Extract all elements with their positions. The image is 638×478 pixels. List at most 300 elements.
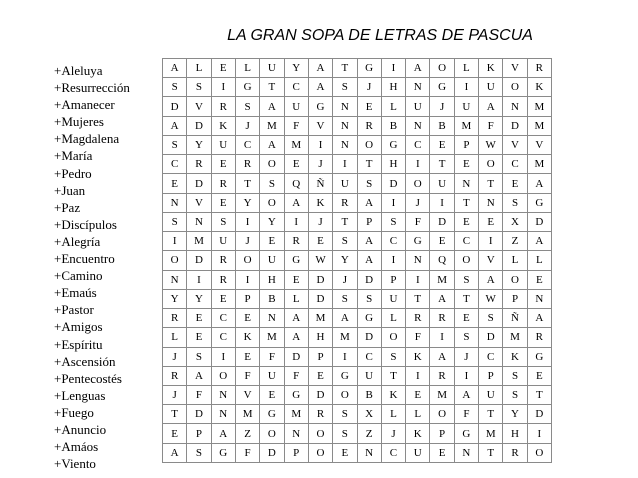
grid-cell: S (454, 270, 478, 289)
grid-cell: L (381, 405, 405, 424)
grid-cell: I (430, 328, 454, 347)
grid-cell: R (211, 97, 235, 116)
grid-cell: J (308, 212, 332, 231)
grid-cell: R (527, 59, 551, 78)
grid-cell: E (406, 385, 430, 404)
grid-cell: Y (163, 289, 187, 308)
grid-cell: G (284, 251, 308, 270)
grid-cell: N (333, 116, 357, 135)
grid-cell: B (357, 385, 381, 404)
grid-cell: T (454, 289, 478, 308)
grid-row (163, 309, 552, 328)
grid-cell: Q (284, 174, 308, 193)
word-list-item: +Paz (54, 199, 81, 215)
grid-cell: K (211, 116, 235, 135)
grid-cell: P (308, 347, 332, 366)
grid-cell: S (333, 232, 357, 251)
grid-cell: T (454, 193, 478, 212)
grid-row (163, 193, 552, 212)
grid-cell: I (235, 270, 259, 289)
grid-cell: E (284, 270, 308, 289)
grid-cell: S (187, 78, 211, 97)
grid-cell: J (381, 424, 405, 443)
grid-cell: L (284, 289, 308, 308)
word-list-item: +Pentecostés (54, 370, 122, 386)
grid-cell: I (381, 193, 405, 212)
grid-cell: U (406, 443, 430, 462)
grid-cell: A (357, 251, 381, 270)
grid-cell: D (479, 328, 503, 347)
grid-cell: N (211, 405, 235, 424)
grid-cell: T (479, 405, 503, 424)
word-list-item: +Encuentro (54, 251, 115, 267)
grid-cell: U (211, 232, 235, 251)
grid-cell: T (479, 443, 503, 462)
grid-cell: D (187, 116, 211, 135)
grid-cell: J (406, 193, 430, 212)
grid-cell: G (527, 193, 551, 212)
grid-cell: D (381, 174, 405, 193)
grid-cell: R (284, 232, 308, 251)
grid-cell: J (163, 347, 187, 366)
grid-cell: M (333, 328, 357, 347)
grid-row (163, 328, 552, 347)
grid-cell: Y (503, 405, 527, 424)
grid-cell: M (454, 116, 478, 135)
grid-cell: V (479, 251, 503, 270)
grid-cell: R (406, 309, 430, 328)
grid-cell: Y (284, 59, 308, 78)
grid-cell: I (333, 155, 357, 174)
word-list-item: +Lenguas (54, 387, 106, 403)
word-list-item: +Discípulos (54, 216, 117, 232)
grid-cell: P (454, 135, 478, 154)
word-list (54, 62, 130, 472)
grid-cell: D (308, 270, 332, 289)
grid-cell: A (211, 424, 235, 443)
word-list-item: +Juan (54, 182, 86, 198)
grid-cell: S (479, 309, 503, 328)
grid-row (163, 424, 552, 443)
grid-cell: S (333, 405, 357, 424)
grid-row (163, 78, 552, 97)
grid-cell: N (454, 174, 478, 193)
grid-cell: F (187, 385, 211, 404)
grid-cell: R (187, 155, 211, 174)
word-list-item: +Magdalena (54, 131, 120, 147)
grid-cell: A (406, 59, 430, 78)
grid-cell: G (527, 347, 551, 366)
grid-cell: U (333, 174, 357, 193)
grid-cell: E (260, 232, 284, 251)
grid-cell: C (503, 155, 527, 174)
grid-cell: O (430, 59, 454, 78)
grid-cell: O (260, 155, 284, 174)
grid-cell: T (163, 405, 187, 424)
word-list-item: +Resurrección (54, 80, 130, 96)
word-list-item: +Pastor (54, 302, 94, 318)
grid-cell: U (430, 174, 454, 193)
grid-cell: Y (333, 251, 357, 270)
grid-cell: S (357, 174, 381, 193)
grid-cell: U (260, 366, 284, 385)
grid-cell: G (430, 78, 454, 97)
grid-cell: C (284, 78, 308, 97)
grid-cell: D (308, 385, 332, 404)
grid-cell: E (260, 385, 284, 404)
grid-cell: H (260, 270, 284, 289)
grid-cell: E (163, 424, 187, 443)
grid-cell: V (308, 116, 332, 135)
grid-cell: O (211, 366, 235, 385)
grid-cell: E (235, 347, 259, 366)
grid-cell: E (503, 174, 527, 193)
grid-cell: R (430, 366, 454, 385)
grid-cell: A (333, 309, 357, 328)
grid-cell: E (527, 366, 551, 385)
grid-cell: O (454, 251, 478, 270)
grid-cell: Ñ (503, 309, 527, 328)
grid-cell: J (163, 385, 187, 404)
grid-cell: K (503, 347, 527, 366)
grid-cell: U (454, 97, 478, 116)
grid-cell: I (308, 135, 332, 154)
grid-cell: C (211, 309, 235, 328)
grid-cell: J (333, 270, 357, 289)
grid-cell: A (527, 232, 551, 251)
grid-row (163, 59, 552, 78)
grid-cell: C (406, 135, 430, 154)
grid-row (163, 443, 552, 462)
grid-cell: A (454, 385, 478, 404)
grid-cell: K (381, 385, 405, 404)
grid-cell: H (381, 78, 405, 97)
grid-cell: M (308, 309, 332, 328)
grid-cell: R (430, 309, 454, 328)
grid-cell: G (333, 366, 357, 385)
grid-cell: S (235, 97, 259, 116)
grid-cell: N (527, 289, 551, 308)
grid-cell: N (357, 443, 381, 462)
grid-row (163, 251, 552, 270)
grid-cell: O (235, 251, 259, 270)
grid-cell: P (187, 424, 211, 443)
grid-cell: S (333, 78, 357, 97)
grid-cell: O (406, 174, 430, 193)
grid-cell: F (284, 116, 308, 135)
grid-cell: L (381, 97, 405, 116)
grid-cell: A (479, 97, 503, 116)
grid-cell: E (308, 232, 332, 251)
grid-cell: O (503, 270, 527, 289)
grid-cell: P (284, 443, 308, 462)
grid-cell: A (357, 193, 381, 212)
grid-cell: V (503, 135, 527, 154)
grid-cell: T (235, 174, 259, 193)
word-list-item: +Amigos (54, 319, 103, 335)
grid-cell: I (527, 424, 551, 443)
grid-cell: I (187, 270, 211, 289)
word-list-item: +Emaús (54, 285, 97, 301)
grid-cell: D (430, 212, 454, 231)
grid-cell: D (187, 251, 211, 270)
grid-row (163, 347, 552, 366)
letter-grid (162, 58, 552, 463)
grid-cell: A (308, 59, 332, 78)
grid-cell: E (357, 97, 381, 116)
grid-cell: S (260, 174, 284, 193)
grid-cell: G (211, 443, 235, 462)
grid-cell: F (479, 116, 503, 135)
grid-cell: A (357, 232, 381, 251)
grid-cell: M (284, 135, 308, 154)
word-list-item: +Ascensión (54, 353, 116, 369)
grid-cell: A (284, 328, 308, 347)
grid-cell: T (333, 59, 357, 78)
grid-cell: T (527, 385, 551, 404)
grid-cell: N (406, 78, 430, 97)
grid-cell: E (430, 135, 454, 154)
grid-cell: M (235, 405, 259, 424)
grid-cell: R (308, 405, 332, 424)
grid-cell: B (430, 116, 454, 135)
grid-cell: S (503, 366, 527, 385)
grid-cell: N (406, 251, 430, 270)
grid-cell: N (406, 116, 430, 135)
grid-cell: D (357, 328, 381, 347)
grid-cell: O (260, 193, 284, 212)
grid-cell: Y (260, 212, 284, 231)
grid-cell: O (430, 405, 454, 424)
grid-cell: G (381, 135, 405, 154)
grid-cell: Y (187, 135, 211, 154)
grid-cell: S (163, 135, 187, 154)
grid-cell: K (406, 424, 430, 443)
grid-cell: E (454, 212, 478, 231)
grid-cell: J (235, 232, 259, 251)
grid-cell: O (357, 135, 381, 154)
grid-cell: J (454, 347, 478, 366)
grid-cell: I (381, 59, 405, 78)
grid-cell: L (235, 59, 259, 78)
grid-cell: N (333, 135, 357, 154)
grid-cell: S (187, 347, 211, 366)
grid-cell: C (381, 232, 405, 251)
grid-row (163, 289, 552, 308)
grid-row (163, 97, 552, 116)
grid-cell: I (211, 78, 235, 97)
grid-cell: S (211, 212, 235, 231)
grid-cell: Q (430, 251, 454, 270)
grid-cell: F (406, 212, 430, 231)
grid-cell: C (479, 347, 503, 366)
grid-cell: P (381, 270, 405, 289)
grid-cell: U (381, 289, 405, 308)
grid-cell: G (357, 309, 381, 328)
grid-cell: O (333, 385, 357, 404)
grid-cell: O (479, 155, 503, 174)
grid-cell: U (284, 97, 308, 116)
grid-cell: I (333, 347, 357, 366)
grid-cell: M (527, 116, 551, 135)
grid-cell: N (163, 193, 187, 212)
word-list-item: +Alegría (54, 233, 101, 249)
grid-cell: P (479, 366, 503, 385)
grid-cell: M (430, 270, 454, 289)
grid-cell: S (163, 78, 187, 97)
grid-row (163, 232, 552, 251)
grid-cell: Y (235, 193, 259, 212)
grid-cell: N (187, 212, 211, 231)
grid-cell: B (260, 289, 284, 308)
grid-cell: A (163, 59, 187, 78)
grid-cell: D (527, 405, 551, 424)
grid-row (163, 366, 552, 385)
word-list-item: +Espíritu (54, 336, 103, 352)
grid-cell: C (357, 347, 381, 366)
grid-cell: S (333, 289, 357, 308)
grid-row (163, 385, 552, 404)
word-list-item: +Camino (54, 268, 103, 284)
grid-cell: J (308, 155, 332, 174)
grid-cell: O (381, 328, 405, 347)
grid-cell: I (406, 155, 430, 174)
grid-cell: R (503, 443, 527, 462)
grid-cell: L (503, 251, 527, 270)
grid-cell: T (430, 155, 454, 174)
grid-cell: S (163, 212, 187, 231)
grid-cell: C (381, 443, 405, 462)
grid-row (163, 270, 552, 289)
grid-cell: V (503, 59, 527, 78)
grid-cell: S (503, 385, 527, 404)
grid-cell: V (235, 385, 259, 404)
grid-cell: I (430, 193, 454, 212)
grid-cell: R (357, 116, 381, 135)
grid-cell: D (187, 174, 211, 193)
grid-cell: Z (235, 424, 259, 443)
grid-cell: U (479, 78, 503, 97)
word-list-item: +Pedro (54, 165, 92, 181)
grid-cell: A (527, 174, 551, 193)
grid-cell: N (333, 97, 357, 116)
word-list-item: +Amáos (54, 439, 99, 455)
grid-cell: B (381, 116, 405, 135)
grid-cell: I (406, 270, 430, 289)
grid-cell: P (430, 424, 454, 443)
grid-cell: O (308, 424, 332, 443)
grid-cell: M (430, 385, 454, 404)
grid-row (163, 174, 552, 193)
grid-cell: L (381, 309, 405, 328)
grid-cell: T (333, 212, 357, 231)
grid-cell: K (527, 78, 551, 97)
grid-cell: C (163, 155, 187, 174)
grid-cell: Z (357, 424, 381, 443)
grid-cell: V (187, 97, 211, 116)
grid-cell: E (527, 270, 551, 289)
grid-cell: N (163, 270, 187, 289)
grid-cell: G (284, 385, 308, 404)
grid-cell: E (308, 366, 332, 385)
grid-cell: A (430, 289, 454, 308)
grid-cell: S (357, 289, 381, 308)
grid-cell: R (163, 366, 187, 385)
grid-cell: I (235, 212, 259, 231)
grid-cell: X (503, 212, 527, 231)
grid-cell: P (503, 289, 527, 308)
grid-cell: A (308, 78, 332, 97)
grid-cell: D (163, 97, 187, 116)
grid-cell: N (479, 193, 503, 212)
grid-cell: E (211, 155, 235, 174)
grid-cell: I (454, 78, 478, 97)
grid-cell: I (381, 251, 405, 270)
grid-cell: T (479, 174, 503, 193)
grid-cell: I (454, 366, 478, 385)
grid-cell: S (381, 212, 405, 231)
grid-cell: K (308, 193, 332, 212)
grid-cell: W (479, 289, 503, 308)
grid-cell: E (479, 212, 503, 231)
grid-cell: R (211, 174, 235, 193)
grid-cell: R (235, 155, 259, 174)
grid-cell: P (357, 212, 381, 231)
grid-cell: F (454, 405, 478, 424)
grid-cell: E (454, 309, 478, 328)
grid-cell: I (284, 212, 308, 231)
grid-cell: C (454, 232, 478, 251)
grid-cell: N (503, 97, 527, 116)
grid-cell: O (163, 251, 187, 270)
word-list-item: +María (54, 148, 93, 164)
grid-cell: G (260, 405, 284, 424)
grid-cell: P (235, 289, 259, 308)
grid-row (163, 212, 552, 231)
grid-cell: D (308, 289, 332, 308)
grid-cell: C (235, 135, 259, 154)
grid-cell: W (479, 135, 503, 154)
grid-cell: E (187, 328, 211, 347)
grid-cell: F (284, 366, 308, 385)
grid-cell: S (454, 328, 478, 347)
grid-cell: V (187, 193, 211, 212)
grid-cell: M (187, 232, 211, 251)
grid-cell: T (357, 155, 381, 174)
grid-cell: D (260, 443, 284, 462)
word-list-item: +Aleluya (54, 63, 103, 78)
grid-cell: X (357, 405, 381, 424)
grid-cell: T (260, 78, 284, 97)
page-title: LA GRAN SOPA DE LETRAS DE PASCUA (227, 27, 533, 44)
grid-cell: E (211, 193, 235, 212)
grid-cell: G (406, 232, 430, 251)
grid-cell: G (235, 78, 259, 97)
grid-cell: D (503, 116, 527, 135)
grid-cell: A (163, 116, 187, 135)
word-list-item: +Fuego (54, 404, 94, 420)
grid-row (163, 116, 552, 135)
grid-cell: L (187, 59, 211, 78)
grid-cell: F (235, 366, 259, 385)
grid-cell: E (187, 309, 211, 328)
grid-cell: J (357, 78, 381, 97)
grid-cell: J (235, 116, 259, 135)
grid-cell: A (527, 309, 551, 328)
grid-cell: U (260, 59, 284, 78)
grid-cell: U (479, 385, 503, 404)
grid-cell: R (527, 328, 551, 347)
